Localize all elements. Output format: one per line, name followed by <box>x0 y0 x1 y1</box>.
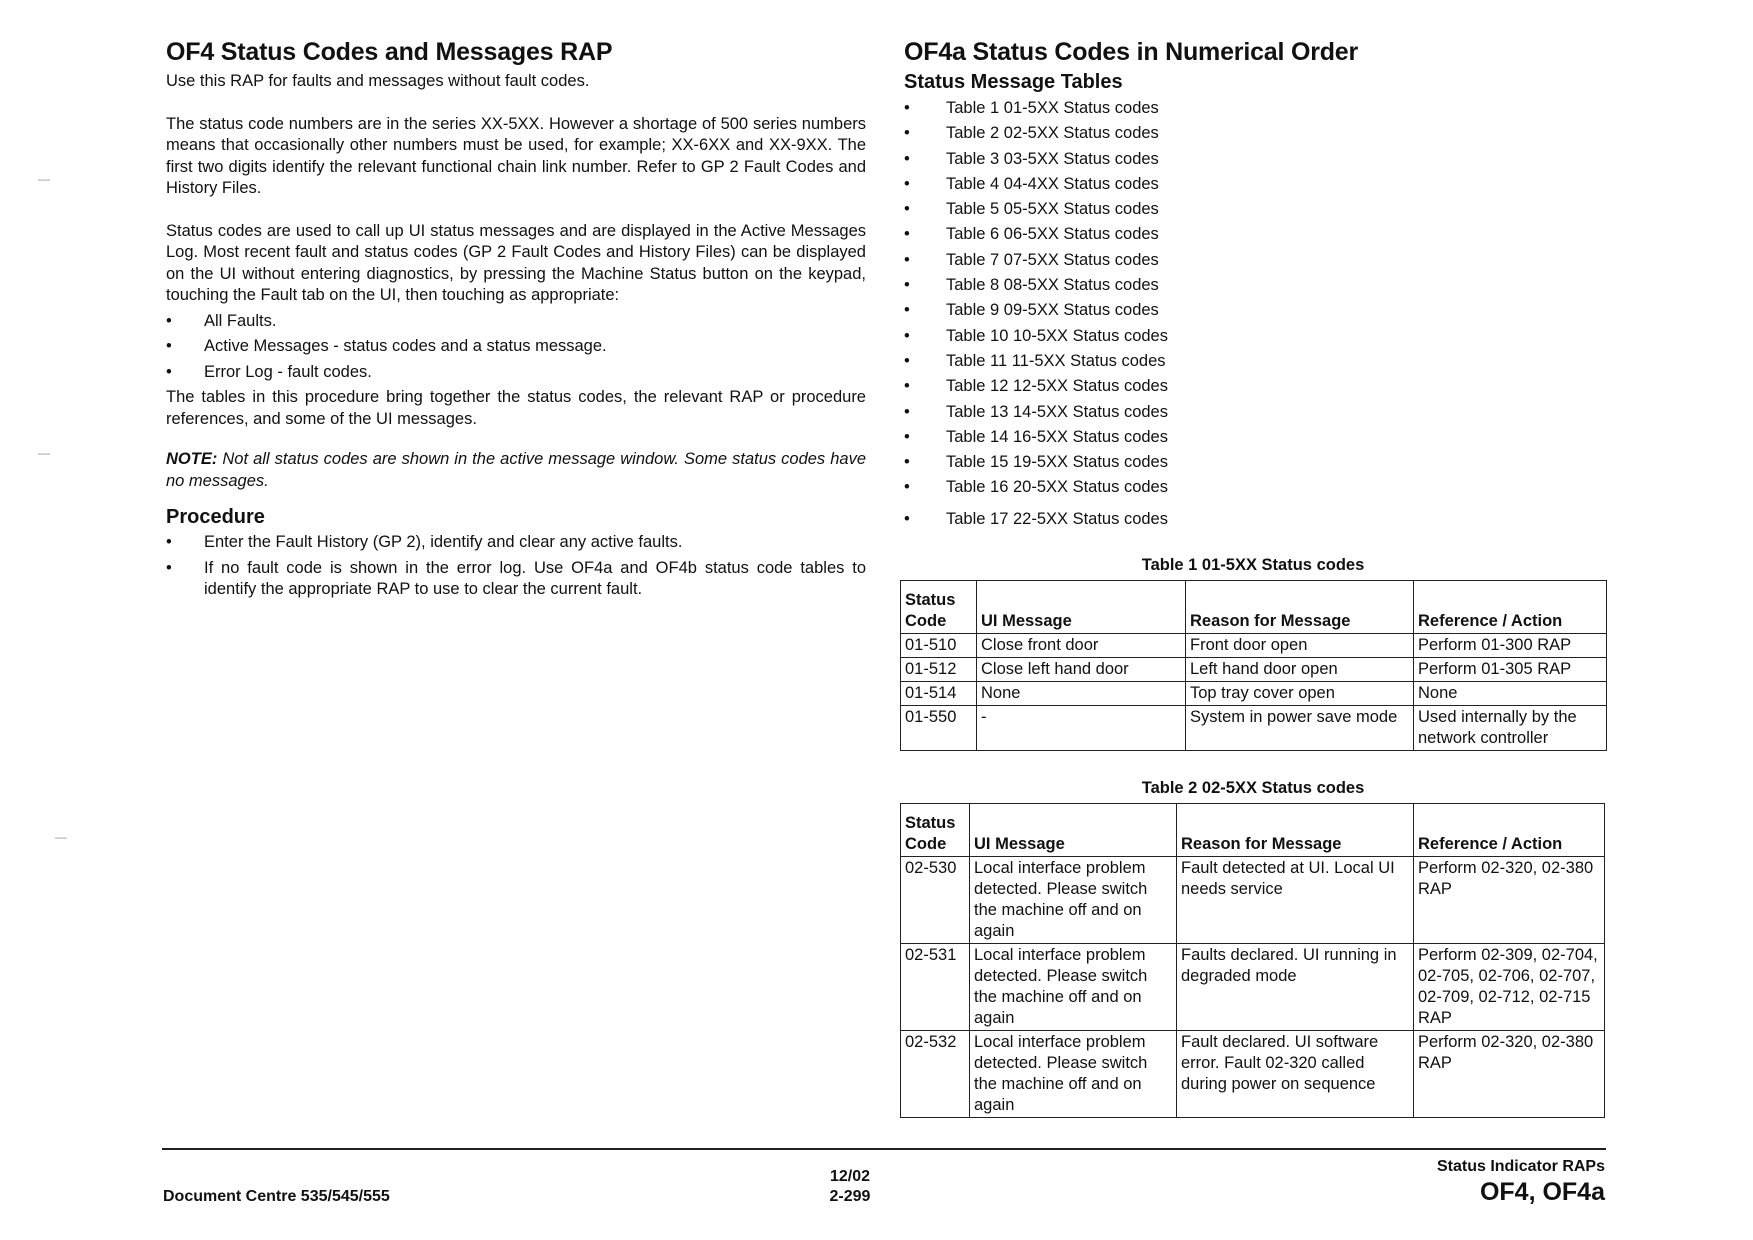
status-message-tables-heading: Status Message Tables <box>904 71 1123 93</box>
footer-section: Status Indicator RAPs <box>1436 1158 1605 1175</box>
cell-code: 01-512 <box>901 658 977 682</box>
page-title-right: OF4a Status Codes in Numerical Order <box>904 38 1359 66</box>
cell-reference: Perform 02-320, 02-380 RAP <box>1414 1031 1605 1118</box>
note-text <box>166 449 866 492</box>
scan-mark: — <box>38 172 50 186</box>
cell-ui-message: Local interface problem detected. Please switch the machine off and on again <box>970 857 1177 944</box>
footer-rule <box>162 1148 1606 1150</box>
table-index-item: • Table 8 08-5XX Status codes <box>904 273 1604 298</box>
table-row <box>901 658 1607 682</box>
table-index-item: • Table 13 14-5XX Status codes <box>904 400 1604 425</box>
table-index-list <box>904 96 1604 532</box>
header-reference: Reference / Action <box>1414 581 1607 634</box>
table-index-item: • Table 7 07-5XX Status codes <box>904 248 1604 273</box>
fault-options-list <box>166 311 866 384</box>
footer-page-number: 2-299 <box>829 1188 871 1205</box>
header-ui-message: UI Message <box>970 804 1177 857</box>
cell-code: 01-550 <box>901 706 977 751</box>
table-row <box>901 1031 1605 1118</box>
table-index-item: • Table 2 02-5XX Status codes <box>904 121 1604 146</box>
status-table-1 <box>900 580 1607 751</box>
cell-ui-message: Local interface problem detected. Please switch the machine off and on again <box>970 944 1177 1031</box>
table-index-item: • Table 1 01-5XX Status codes <box>904 96 1604 121</box>
footer-product: Document Centre 535/545/555 <box>163 1188 390 1205</box>
cell-reason: Left hand door open <box>1186 658 1414 682</box>
table-index-item: • Table 16 20-5XX Status codes <box>904 475 1604 500</box>
cell-reference: Used internally by the network controller <box>1414 706 1607 751</box>
cell-reference: Perform 01-300 RAP <box>1414 634 1607 658</box>
paragraph-status-series: The status code numbers are in the series XX-5XX. However a shortage of 500 series numbers means that occasionally other numbers must be used, for example; XX-6XX and XX-9XX. The first two digits identify the relevant functional chain link number. Refer to GP 2 Fault Codes and History Files. <box>166 114 866 197</box>
paragraph-tables-info: The tables in this procedure bring together the status codes, the relevant RAP or procedure references, and some of the UI messages. <box>166 388 866 428</box>
header-status-code: Status Code <box>901 804 970 857</box>
list-item: • All Faults. <box>166 311 866 333</box>
cell-reason: Faults declared. UI running in degraded mode <box>1177 944 1414 1031</box>
table-index-item: • Table 12 12-5XX Status codes <box>904 374 1604 399</box>
table-row <box>901 944 1605 1031</box>
procedure-step: • If no fault code is shown in the error log. Use OF4a and OF4b status code tables to identify the appropriate RAP to use to clear the current fault. <box>166 558 866 601</box>
header-reference: Reference / Action <box>1414 804 1605 857</box>
table-index-item: • Table 10 10-5XX Status codes <box>904 324 1604 349</box>
procedure-heading: Procedure <box>166 506 265 528</box>
status-table-2 <box>900 803 1605 1118</box>
table-row <box>901 857 1605 944</box>
table-index-item: • Table 3 03-5XX Status codes <box>904 147 1604 172</box>
list-item: • Error Log - fault codes. <box>166 362 866 384</box>
table-index-item: • Table 17 22-5XX Status codes <box>904 507 1604 532</box>
table-row <box>901 634 1607 658</box>
scan-mark: — <box>38 446 50 460</box>
cell-reason: System in power save mode <box>1186 706 1414 751</box>
table-row <box>901 706 1607 751</box>
table-index-item: • Table 11 11-5XX Status codes <box>904 349 1604 374</box>
table-index-item: • Table 15 19-5XX Status codes <box>904 450 1604 475</box>
header-status-code: Status Code <box>901 581 977 634</box>
header-reason: Reason for Message <box>1186 581 1414 634</box>
left-column <box>166 38 866 601</box>
cell-code: 01-514 <box>901 682 977 706</box>
cell-ui-message: None <box>977 682 1186 706</box>
intro-text: Use this RAP for faults and messages without fault codes. <box>166 72 590 90</box>
cell-reference: Perform 02-309, 02-704, 02-705, 02-706, 02-707, 02-709, 02-712, 02-715 RAP <box>1414 944 1605 1031</box>
header-reason: Reason for Message <box>1177 804 1414 857</box>
note-body: Not all status codes are shown in the active message window. Some status codes have no messages. <box>166 450 866 490</box>
paragraph-status-codes: Status codes are used to call up UI status messages and are displayed in the Active Messages Log. Most recent fault and status codes (GP 2 Fault Codes and History Files) can be displayed on the UI without entering diagnostics, by pressing the Machine Status button on the keypad, touching the Fault tab on the UI, then touching as appropriate: <box>166 221 866 304</box>
table-index-item: • Table 4 04-4XX Status codes <box>904 172 1604 197</box>
note-label: NOTE: <box>166 450 218 468</box>
page-title-left: OF4 Status Codes and Messages RAP <box>166 38 613 66</box>
table-row <box>901 682 1607 706</box>
cell-reference: None <box>1414 682 1607 706</box>
footer-date: 12/02 <box>829 1168 871 1185</box>
cell-code: 02-532 <box>901 1031 970 1118</box>
footer-code: OF4, OF4a <box>1479 1178 1605 1206</box>
cell-reason: Front door open <box>1186 634 1414 658</box>
cell-reference: Perform 02-320, 02-380 RAP <box>1414 857 1605 944</box>
table-index-item: • Table 9 09-5XX Status codes <box>904 298 1604 323</box>
cell-ui-message: Close front door <box>977 634 1186 658</box>
header-ui-message: UI Message <box>977 581 1186 634</box>
list-item: • Active Messages - status codes and a status message. <box>166 336 866 358</box>
right-column <box>904 38 1604 532</box>
table1-caption: Table 1 01-5XX Status codes <box>1141 556 1365 574</box>
table-index-item: • Table 5 05-5XX Status codes <box>904 197 1604 222</box>
cell-code: 02-531 <box>901 944 970 1031</box>
cell-reason: Top tray cover open <box>1186 682 1414 706</box>
cell-reference: Perform 01-305 RAP <box>1414 658 1607 682</box>
procedure-step: • Enter the Fault History (GP 2), identify and clear any active faults. <box>166 532 866 554</box>
cell-ui-message: Local interface problem detected. Please switch the machine off and on again <box>970 1031 1177 1118</box>
table-index-item: • Table 6 06-5XX Status codes <box>904 222 1604 247</box>
scan-mark: — <box>55 830 67 844</box>
cell-reason: Fault declared. UI software error. Fault 02-320 called during power on sequence <box>1177 1031 1414 1118</box>
cell-ui-message: - <box>977 706 1186 751</box>
table-index-item: • Table 14 16-5XX Status codes <box>904 425 1604 450</box>
cell-code: 02-530 <box>901 857 970 944</box>
cell-reason: Fault detected at UI. Local UI needs service <box>1177 857 1414 944</box>
procedure-steps <box>166 532 866 601</box>
cell-code: 01-510 <box>901 634 977 658</box>
table2-caption: Table 2 02-5XX Status codes <box>1141 779 1365 797</box>
cell-ui-message: Close left hand door <box>977 658 1186 682</box>
